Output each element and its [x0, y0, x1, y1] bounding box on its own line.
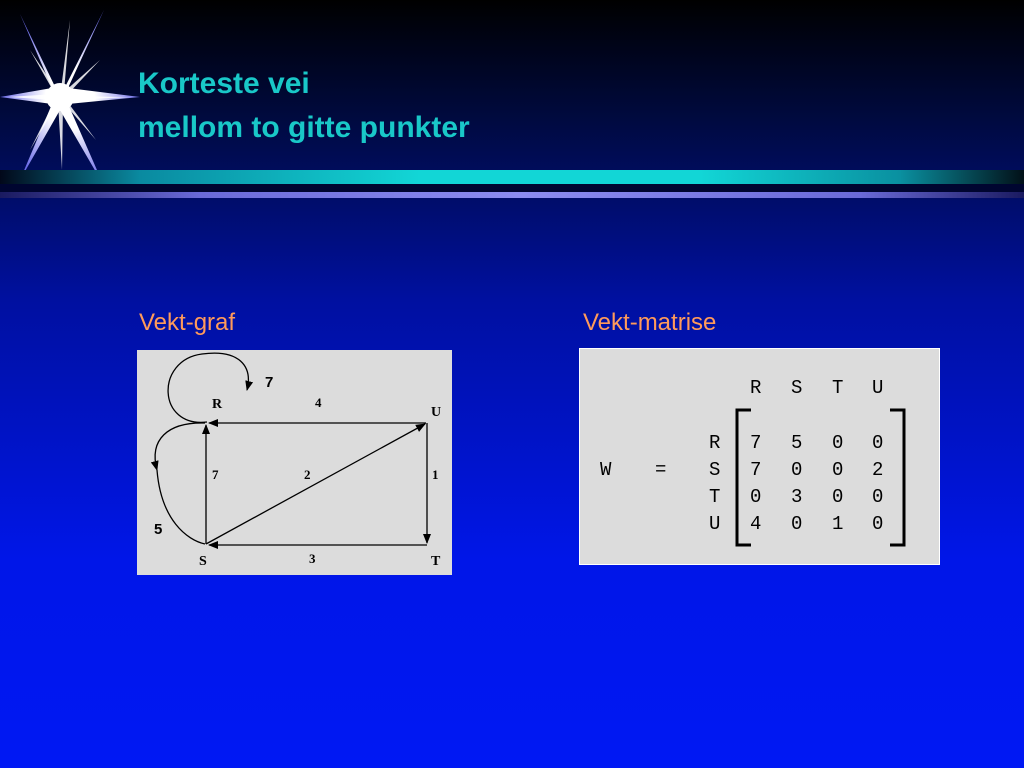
- matrix-cell: 0: [872, 513, 884, 535]
- matrix-cell: 7: [750, 432, 762, 454]
- edge-r-r: [168, 353, 248, 422]
- node-t: T: [431, 554, 441, 569]
- graph-panel: [137, 350, 452, 575]
- edge-r-s-tail: [157, 470, 205, 544]
- left-bracket: [737, 410, 751, 545]
- page-title: [138, 62, 470, 150]
- matrix-cell: 0: [832, 486, 844, 508]
- matrix-cell: 0: [872, 486, 884, 508]
- weight-r-r: 7: [265, 374, 274, 391]
- node-r: R: [212, 397, 223, 412]
- matrix-cell: 0: [872, 432, 884, 454]
- weight-s-r: 7: [212, 467, 219, 482]
- matrix-cell: 0: [791, 513, 803, 535]
- matrix-cell: 5: [791, 432, 803, 454]
- title-line-2: mellom to gitte punkter: [138, 111, 470, 144]
- col-label-r: R: [750, 377, 762, 399]
- right-bracket: [890, 410, 904, 545]
- matrix-cell: 0: [832, 432, 844, 454]
- matrix-panel: [579, 348, 940, 565]
- graph-heading: Vekt-graf: [139, 309, 236, 336]
- weight-t-s: 3: [309, 551, 316, 566]
- matrix-cell: 0: [832, 459, 844, 481]
- matrix-cell: 2: [872, 459, 884, 481]
- col-label-u: U: [872, 377, 884, 399]
- matrix-name: W: [600, 459, 612, 481]
- row-label-t: T: [709, 486, 721, 508]
- matrix-display: [580, 349, 939, 564]
- graph-diagram: [137, 350, 452, 575]
- divider-bar-light: [0, 192, 1024, 198]
- star-logo-icon: [0, 0, 150, 190]
- edge-r-s: [155, 423, 205, 470]
- matrix-cell: 1: [832, 513, 844, 535]
- edge-s-u: [206, 424, 425, 544]
- node-u: U: [431, 405, 442, 420]
- row-label-u: U: [709, 513, 721, 535]
- divider-bar-cyan: [0, 170, 1024, 184]
- matrix-heading: Vekt-matrise: [583, 309, 717, 336]
- weight-u-r: 4: [315, 395, 322, 410]
- node-s: S: [199, 554, 207, 569]
- weight-u-t: 1: [432, 467, 439, 482]
- matrix-cell: 7: [750, 459, 762, 481]
- col-label-s: S: [791, 377, 803, 399]
- weight-r-s: 5: [154, 521, 163, 538]
- row-label-s: S: [709, 459, 721, 481]
- title-line-1: Korteste vei: [138, 67, 310, 100]
- matrix-cell: 3: [791, 486, 803, 508]
- row-label-r: R: [709, 432, 721, 454]
- matrix-cell: 0: [791, 459, 803, 481]
- weight-s-u: 2: [304, 467, 311, 482]
- matrix-cell: 0: [750, 486, 762, 508]
- col-label-t: T: [832, 377, 844, 399]
- matrix-equals: =: [655, 459, 667, 481]
- matrix-cell: 4: [750, 513, 762, 535]
- divider-gap: [0, 184, 1024, 192]
